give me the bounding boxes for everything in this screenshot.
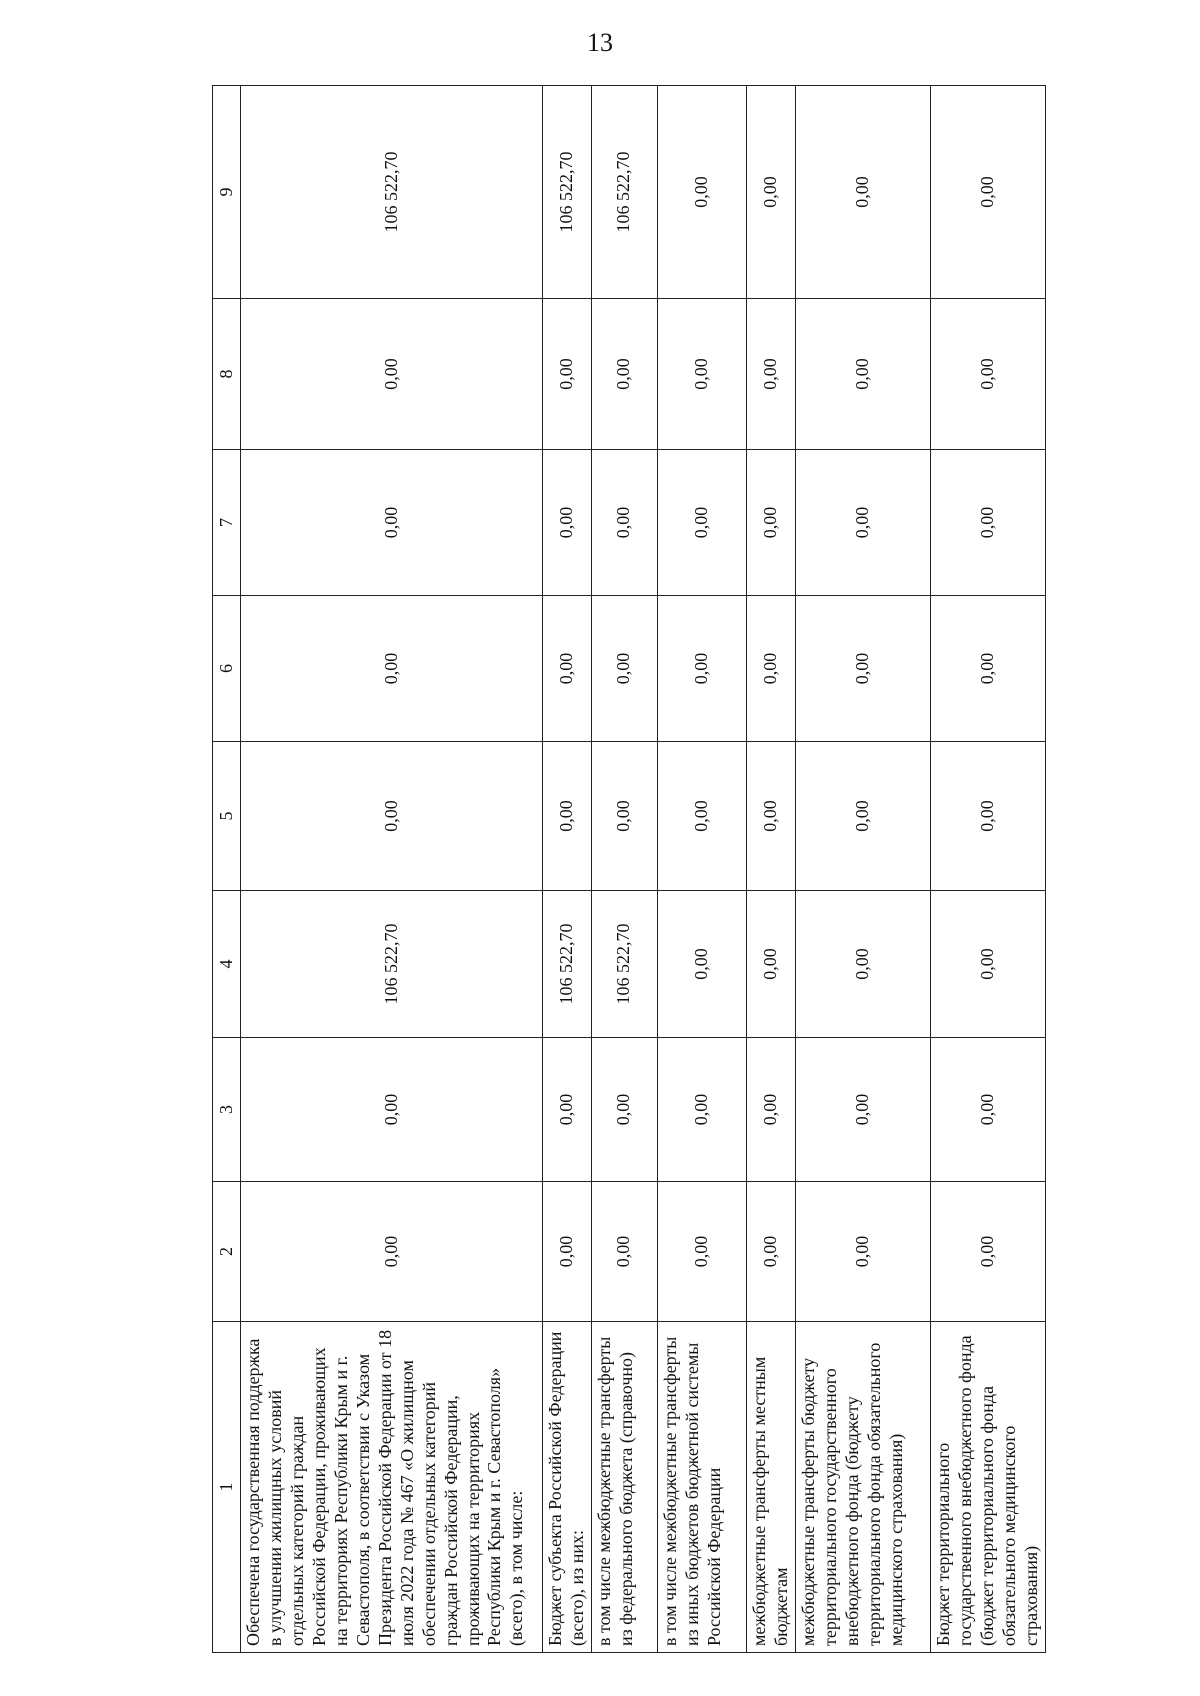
value-cell: 0,00	[657, 1182, 746, 1322]
table-row	[543, 86, 592, 1653]
header-cell: 6	[213, 596, 241, 742]
budget-table	[212, 85, 1046, 1653]
value-cell: 0,00	[591, 742, 657, 891]
value-cell: 0,00	[657, 1038, 746, 1182]
row-label: межбюджетные трансферты бюджету территориального государственного внебюджетного фонда (бюджету территориального фонда обязательного медицинского страхования)	[795, 1322, 930, 1653]
value-cell: 0,00	[930, 1038, 1045, 1182]
value-cell: 0,00	[591, 1182, 657, 1322]
value-cell: 0,00	[591, 450, 657, 596]
value-cell: 0,00	[657, 450, 746, 596]
table-row	[241, 86, 543, 1653]
value-cell: 0,00	[795, 891, 930, 1038]
value-cell: 0,00	[591, 299, 657, 450]
header-cell: 7	[213, 450, 241, 596]
value-cell: 0,00	[746, 450, 795, 596]
value-cell: 0,00	[930, 1182, 1045, 1322]
value-cell: 0,00	[795, 1038, 930, 1182]
row-label: Бюджет субъекта Российской Федерации (всего), из них:	[543, 1322, 592, 1653]
value-cell: 0,00	[746, 596, 795, 742]
value-cell: 106 522,70	[241, 891, 543, 1038]
value-cell: 0,00	[930, 299, 1045, 450]
header-cell: 3	[213, 1038, 241, 1182]
value-cell: 0,00	[591, 1038, 657, 1182]
table-row	[591, 86, 657, 1653]
value-cell: 0,00	[746, 1038, 795, 1182]
value-cell: 0,00	[543, 1038, 592, 1182]
value-cell: 0,00	[543, 596, 592, 742]
value-cell: 0,00	[930, 86, 1045, 299]
value-cell: 0,00	[543, 299, 592, 450]
value-cell: 106 522,70	[543, 86, 592, 299]
value-cell: 0,00	[657, 596, 746, 742]
value-cell: 0,00	[795, 299, 930, 450]
value-cell: 0,00	[241, 450, 543, 596]
value-cell: 0,00	[795, 86, 930, 299]
row-label: Бюджет территориального государственного внебюджетного фонда (бюджет территориального фонда обязательного медицинского страхования)	[930, 1322, 1045, 1653]
value-cell: 0,00	[543, 742, 592, 891]
header-cell: 8	[213, 299, 241, 450]
page-number: 13	[587, 28, 613, 57]
value-cell: 0,00	[657, 299, 746, 450]
value-cell: 0,00	[746, 1182, 795, 1322]
header-cell: 9	[213, 86, 241, 299]
value-cell: 0,00	[657, 891, 746, 1038]
value-cell: 0,00	[795, 1182, 930, 1322]
value-cell: 0,00	[657, 742, 746, 891]
value-cell: 0,00	[591, 596, 657, 742]
rotated-table-container	[212, 86, 1082, 1653]
value-cell: 0,00	[746, 86, 795, 299]
value-cell: 106 522,70	[543, 891, 592, 1038]
value-cell: 0,00	[657, 86, 746, 299]
value-cell: 0,00	[746, 742, 795, 891]
value-cell: 0,00	[543, 1182, 592, 1322]
row-label: Обеспечена государственная поддержка в улучшении жилищных условий отдельных категорий граждан Российской Федерации, проживающих на территориях Республики Крым и г. Севастополя, в соответствии с Указом Президента Российской Федерации от 18 июля 2022 года № 467 «О жилищном обеспечении отдельных категорий граждан Российской Федерации, проживающих на территориях Республики Крым и г. Севастополя» (всего), в том числе:	[241, 1322, 543, 1653]
header-cell: 1	[213, 1322, 241, 1653]
header-cell: 4	[213, 891, 241, 1038]
value-cell: 0,00	[746, 299, 795, 450]
value-cell: 0,00	[241, 299, 543, 450]
value-cell: 0,00	[795, 450, 930, 596]
header-row	[213, 86, 241, 1653]
row-label: в том числе межбюджетные трансферты из иных бюджетов бюджетной системы Российской Федерации	[657, 1322, 746, 1653]
header-cell: 2	[213, 1182, 241, 1322]
value-cell: 0,00	[241, 1038, 543, 1182]
value-cell: 0,00	[543, 450, 592, 596]
value-cell: 0,00	[746, 891, 795, 1038]
value-cell: 106 522,70	[241, 86, 543, 299]
table-row	[657, 86, 746, 1653]
row-label: межбюджетные трансферты местным бюджетам	[746, 1322, 795, 1653]
value-cell: 0,00	[241, 596, 543, 742]
row-label: в том числе межбюджетные трансферты из федерального бюджета (справочно)	[591, 1322, 657, 1653]
value-cell: 106 522,70	[591, 86, 657, 299]
value-cell: 0,00	[930, 891, 1045, 1038]
value-cell: 0,00	[930, 742, 1045, 891]
table-row	[746, 86, 795, 1653]
table-row	[795, 86, 930, 1653]
value-cell: 0,00	[241, 742, 543, 891]
value-cell: 0,00	[930, 596, 1045, 742]
value-cell: 0,00	[795, 742, 930, 891]
table-row	[930, 86, 1045, 1653]
value-cell: 106 522,70	[591, 891, 657, 1038]
value-cell: 0,00	[795, 596, 930, 742]
header-cell: 5	[213, 742, 241, 891]
value-cell: 0,00	[930, 450, 1045, 596]
value-cell: 0,00	[241, 1182, 543, 1322]
